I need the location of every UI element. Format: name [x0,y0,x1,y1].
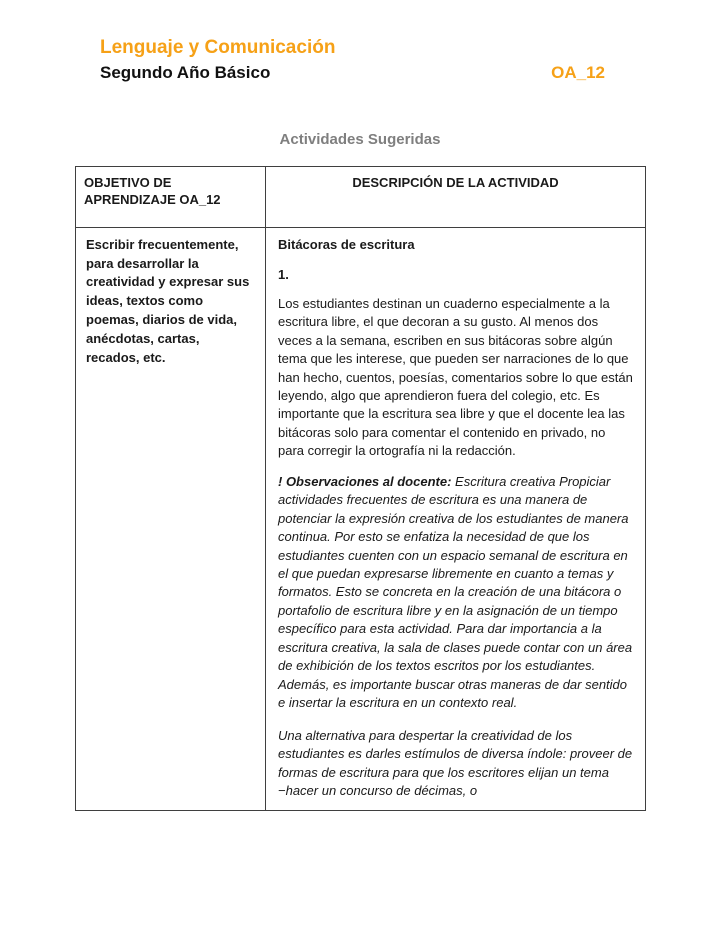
table-row [76,227,646,811]
objective-cell: Escribir frecuentemente, para desarrollar la creatividad y expresar sus ideas, textos como poemas, diarios de vida, anécdotas, cartas, recados, etc. [76,227,266,811]
activity-paragraph-3: Una alternativa para despertar la creatividad de los estudiantes es darles estímulos de diversa índole: proveer de formas de escritura para que los escritores elijan un tema −hacer un concurso de décimas, o [278,727,633,799]
document-header [0,0,605,83]
column-header-description: DESCRIPCIÓN DE LA ACTIVIDAD [266,166,646,227]
header-row [100,63,605,83]
activity-cell [266,227,646,811]
activities-table [75,166,646,812]
activity-title: Bitácoras de escritura [278,236,415,252]
subject-title: Lenguaje y Comunicación [100,37,336,58]
observations-label: ! Observaciones al docente: [278,473,452,489]
activity-number: 1. [278,267,289,283]
observations-paragraph [278,473,633,713]
oa-code: OA_12 [551,62,605,82]
table-header [76,166,646,227]
table-header-row [76,166,646,227]
column-header-objective: OBJETIVO DE APRENDIZAJE OA_12 [76,166,266,227]
activity-paragraph-1: Los estudiantes destinan un cuaderno especialmente a la escritura libre, el que decoran a su gusto. Al menos dos veces a la semana, escriben en sus bitácoras sobre algún tema que les interese, que pueden ser narraciones de lo que han hecho, cuentos, poesías, comentarios sobre lo que están leyendo, algo que aprendieron fuera del colegio, etc. Es importante que la escritura sea libre y que el docente lea las bitácoras solo para comentar el contenido en privado, no para corregir la ortografía ni la redacción. [278,295,633,459]
observations-text: Escritura creativa Propiciar actividades frecuentes de escritura es una manera de potenciar la expresión creativa de los estudiantes de manera continua. Por esto se enfatiza la necesidad de que los estudiantes cuenten con un espacio semanal de escritura en el que puedan expresarse libremente en cuanto a temas y formatos. Esto se concreta en la creación de una bitácora o portafolio de escritura libre y en la asignación de un tiempo específico para esta actividad. Para dar importancia a la escritura creativa, la sala de clases puede contar con un área de exhibición de los textos escritos por los estudiantes. Además, es importante buscar otras maneras de dar sentido e insertar la escritura en un contexto real. [278,473,633,711]
section-title: Actividades Sugeridas [279,130,441,148]
grade-title: Segundo Año Básico [100,62,271,82]
table-body [76,227,646,811]
